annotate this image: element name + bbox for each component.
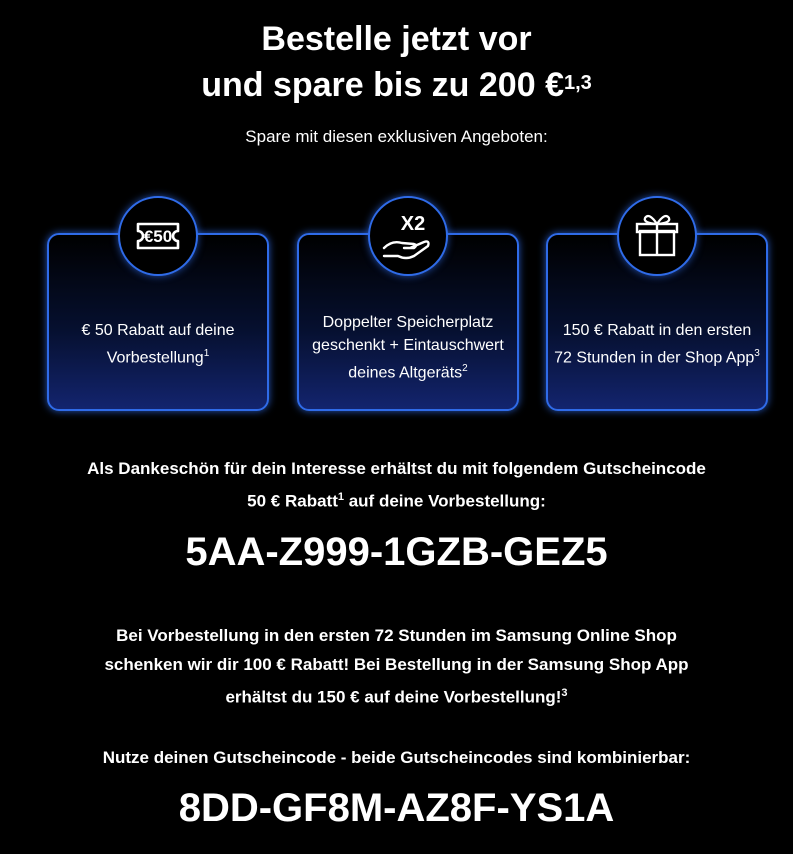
offer-card-shop-app: [546, 233, 768, 411]
offer-card-double-storage: [297, 213, 519, 411]
double-storage-hand-icon: [368, 196, 448, 276]
combine-text: Nutze deinen Gutscheincode - beide Gutscheincodes sind kombinierbar:: [102, 748, 691, 767]
offer-footnote-2: 2: [462, 363, 468, 374]
thanks-line-2-end: auf deine Vorbestellung:: [344, 491, 546, 511]
offer-text-3: 150 € Rabatt in den ersten 72 Stunden in der Shop App: [554, 322, 755, 367]
thanks-line-2-start: 50 € Rabatt: [247, 491, 338, 511]
preorder-line-3-text: erhältst du 150 € auf deine Vorbestellung!: [225, 687, 562, 707]
offer-footnote-1: 1: [203, 348, 210, 359]
offer-text-shop-app: [554, 319, 760, 369]
gift-box-icon: [617, 196, 697, 276]
offer-footnote-3: 3: [754, 348, 760, 359]
offers-subtitle: Spare mit diesen exklusiven Angeboten:: [245, 127, 548, 146]
preorder-line-1: Bei Vorbestellung in den ersten 72 Stunden im Samsung Online Shop: [116, 626, 677, 645]
preorder-footnote: 3: [561, 687, 568, 699]
headline-line-1: Bestelle jetzt vor: [261, 20, 532, 58]
preorder-line-3: [0, 679, 793, 712]
double-icon-label: X2: [400, 213, 426, 235]
offer-text-preorder-discount: [55, 319, 261, 369]
offer-text-double-storage: [305, 311, 511, 384]
voucher-code-1: 5AA-Z999-1GZB-GEZ5: [185, 530, 608, 574]
preorder-line-2: schenken wir dir 100 € Rabatt! Bei Bestellung in der Samsung Shop App: [104, 655, 689, 674]
thanks-line-1: Als Dankeschön für dein Interesse erhältst du mit folgendem Gutscheincode: [87, 459, 706, 478]
offer-text-1: € 50 Rabatt auf deine Vorbestellung: [81, 322, 235, 367]
headline-line-2: [0, 62, 793, 108]
offer-card-preorder-discount: [47, 227, 269, 411]
voucher-euro-50-icon: [118, 196, 198, 276]
thanks-paragraph: [0, 454, 793, 516]
voucher-code-2: 8DD-GF8M-AZ8F-YS1A: [178, 786, 615, 830]
headline-footnote: 1,3: [563, 72, 592, 94]
voucher-icon-label: €50: [143, 227, 173, 246]
headline: [0, 16, 793, 108]
offer-text-2: Doppelter Speicherplatz geschenkt + Eintauschwert deines Altgeräts: [312, 314, 504, 382]
thanks-footnote: 1: [337, 491, 344, 503]
preorder-paragraph: [0, 621, 793, 712]
thanks-line-2: [0, 483, 793, 516]
headline-line-2-text: und spare bis zu 200 €: [201, 66, 564, 104]
